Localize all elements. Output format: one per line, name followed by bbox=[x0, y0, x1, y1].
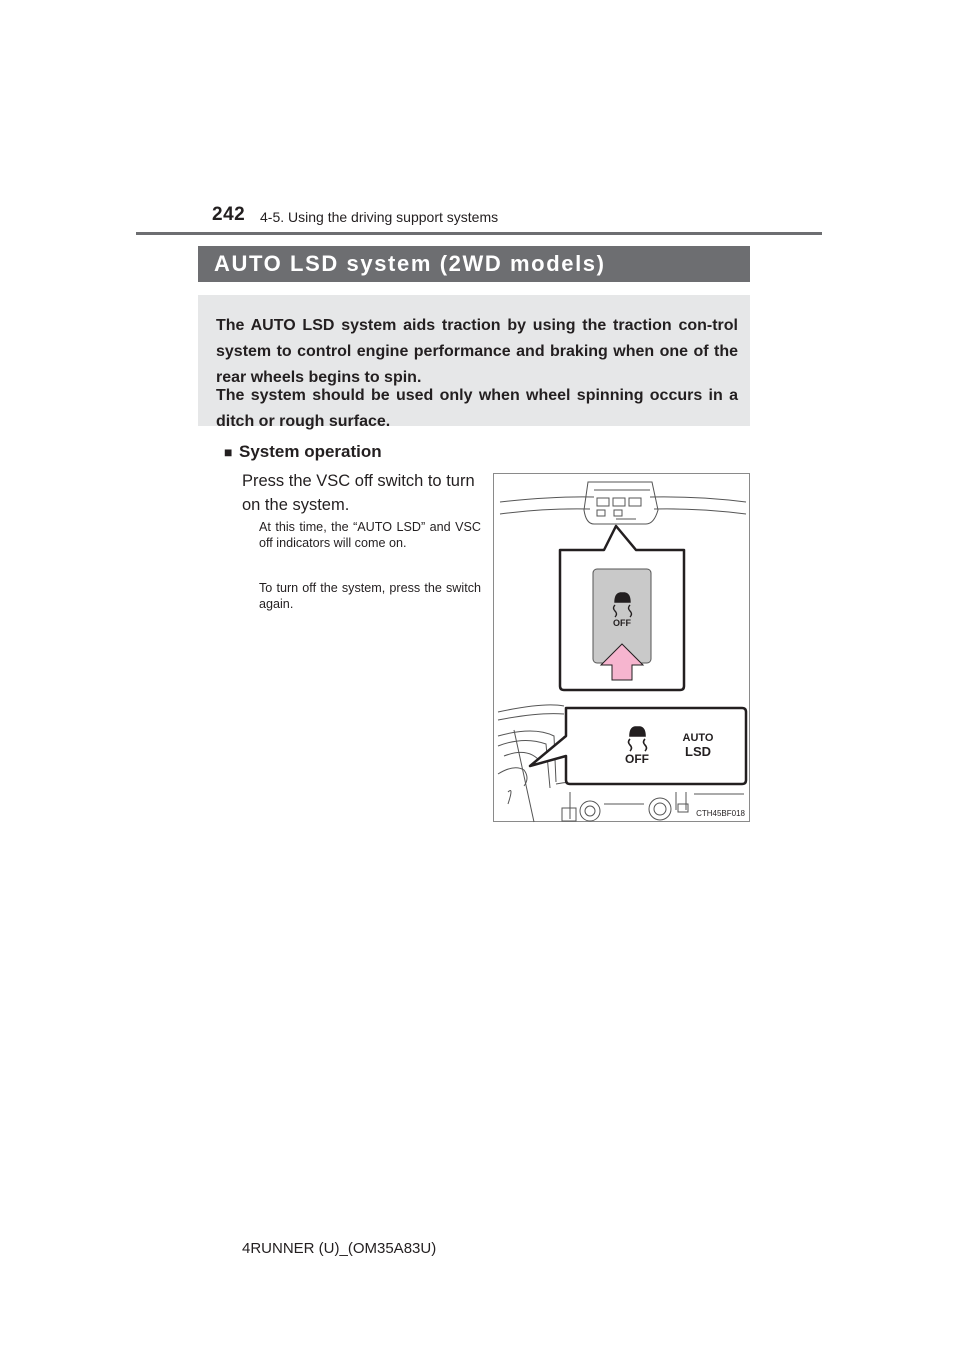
footer-model-code: 4RUNNER (U)_(OM35A83U) bbox=[242, 1240, 437, 1257]
operation-note-1: At this time, the “AUTO LSD” and VSC off indicators will come on. bbox=[259, 520, 481, 550]
page-number: 242 bbox=[212, 204, 246, 225]
vsc-switch-illustration bbox=[493, 473, 750, 822]
indicator-auto-label: AUTO bbox=[682, 732, 714, 744]
header-rule bbox=[136, 232, 822, 235]
dashboard-drawing bbox=[494, 474, 751, 823]
section-title: AUTO LSD system (2WD models) bbox=[214, 251, 606, 276]
operation-heading bbox=[224, 442, 382, 462]
operation-note-2: To turn off the system, press the switch again. bbox=[259, 581, 481, 611]
switch-off-label: OFF bbox=[613, 618, 631, 628]
summary-paragraph-1: The AUTO LSD system aids traction by using the traction con-trol system to control engine performance and braking when one of the rear wheels begins to spin. bbox=[216, 317, 738, 386]
page-header bbox=[0, 0, 960, 240]
indicator-lsd-label: LSD bbox=[685, 744, 711, 759]
figure-code: CTH45BF018 bbox=[696, 809, 745, 818]
summary-paragraph-2: The system should be used only when wheel spinning occurs in a ditch or rough surface. bbox=[216, 387, 738, 430]
section-title-bar bbox=[198, 246, 750, 282]
section-path: 4-5. Using the driving support systems bbox=[260, 209, 499, 225]
indicator-off-label: OFF bbox=[625, 752, 649, 766]
summary-box bbox=[198, 295, 750, 430]
operation-instruction: Press the VSC off switch to turn on the system. bbox=[242, 472, 475, 514]
operation-heading-text: System operation bbox=[239, 442, 382, 461]
square-bullet-icon: ■ bbox=[224, 444, 233, 460]
